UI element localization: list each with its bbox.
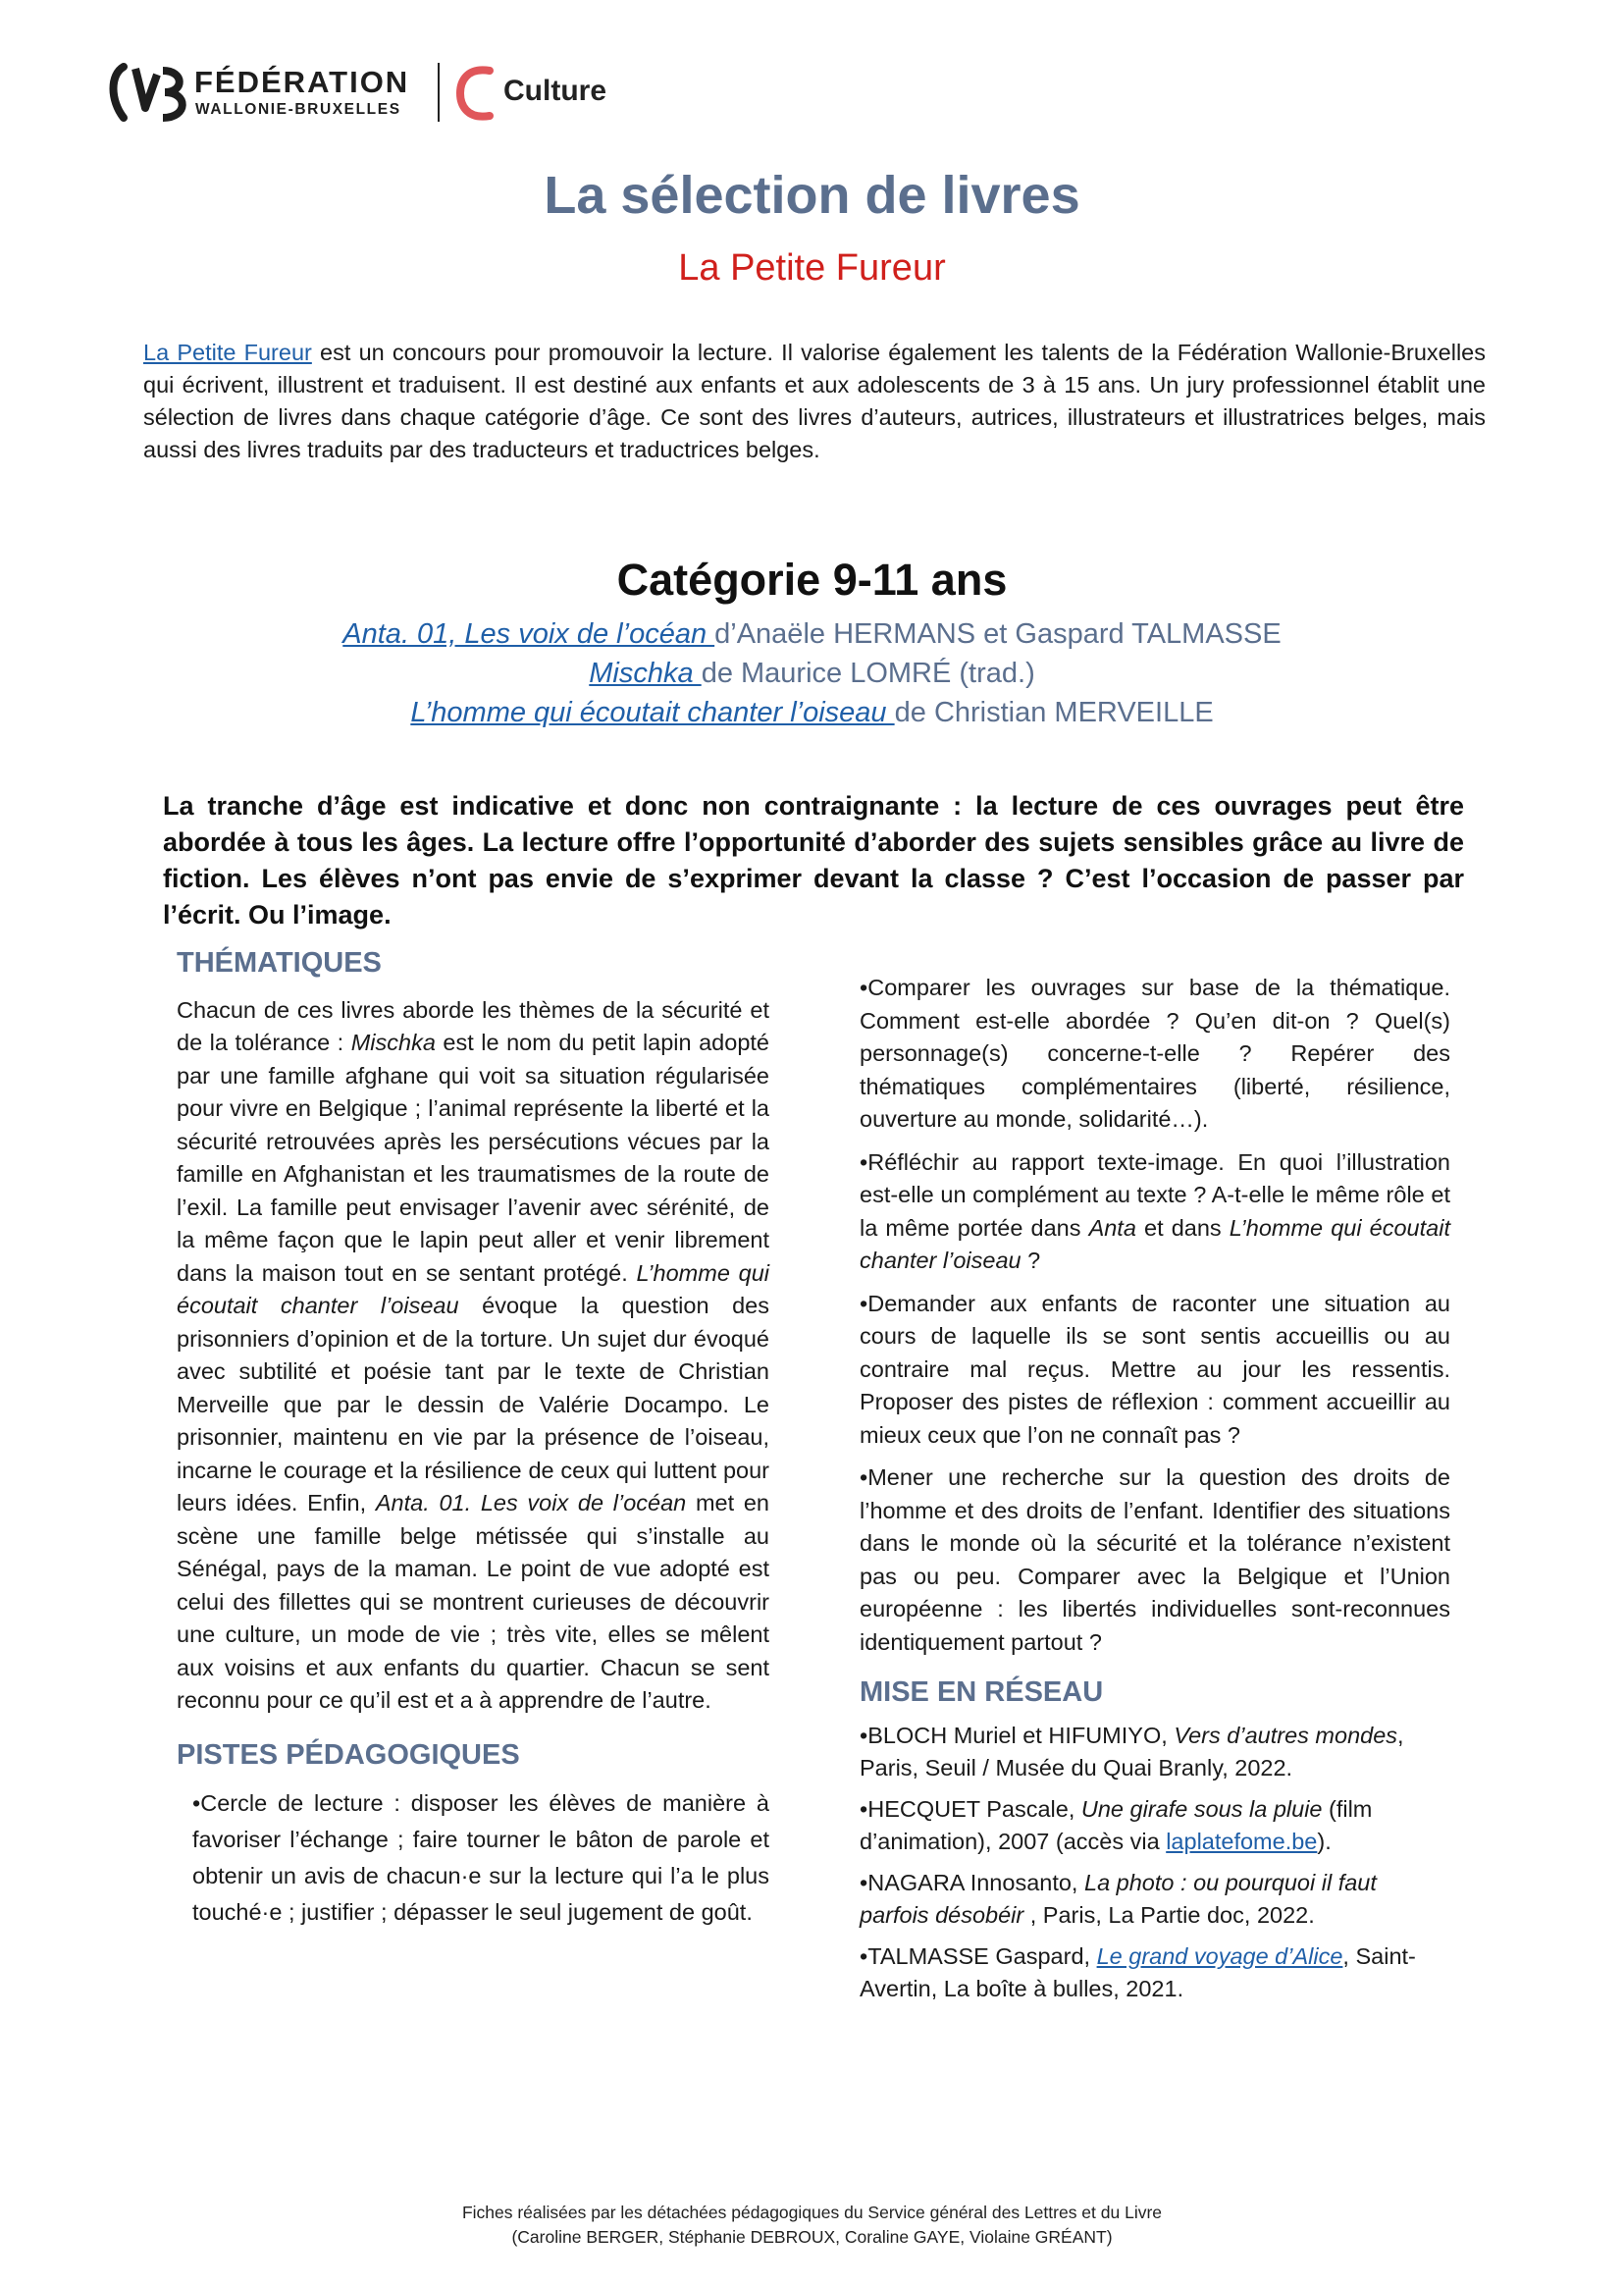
- left-column: [177, 947, 770, 1931]
- text-run: , Paris, La Partie doc, 2022.: [1023, 1902, 1315, 1928]
- book-title-em: L’homme qui écoutait chanter l’oiseau: [860, 1214, 1450, 1273]
- book-author: de Christian MERVEILLE: [894, 697, 1214, 728]
- reseau-item: [860, 1940, 1450, 2006]
- book-title-em: Anta: [1088, 1214, 1136, 1241]
- book-title-link[interactable]: Anta. 01, Les voix de l’océan: [342, 618, 715, 650]
- pistes-bullet: •Mener une recherche sur la question des droits de l’homme et des droits de l’enfant. Identifier des situations dans le monde où la sécurité et la tolérance n’existent pas ou peu. Comparer avec la Belgique et l’Union européenne : les libertés individuelles sont-reconnues identiquement partout ?: [860, 1464, 1450, 1655]
- text-run: est le nom du petit lapin adopté par une famille afghane qui voit sa situation régularisée pour vivre en Belgique ; l’animal représente la liberté et la sécurité retrouvées après les persécutions vécues par la famille en Afghanistan et les traumatismes de la route de l’exil. La famille peut envisager l’avenir avec sérénité, de la même façon que le lapin peut aller et venir librement dans la maison tout en se sentant protégé.: [177, 1030, 769, 1286]
- book-title-em: Vers d’autres mondes: [1174, 1722, 1398, 1748]
- thematiques-paragraph: [177, 994, 769, 1718]
- text-run: , Saint-Avertin, La boîte à bulles, 2021.: [860, 1942, 1416, 2001]
- book-title-em: Anta. 01. Les voix de l’océan: [375, 1490, 687, 1515]
- intro-paragraph: [143, 337, 1486, 466]
- text-run: Chacun de ces livres aborde les thèmes de la sécurité et de la tolérance :: [177, 996, 769, 1055]
- book-title-link[interactable]: L’homme qui écoutait chanter l’oiseau: [410, 697, 895, 728]
- pistes-bullet: •Comparer les ouvrages sur base de la thématique. Comment est-elle abordée ? Qu’en dit-on ? Quel(s) personnage(s) concerne-t-elle ? Repérer des thématiques complémentaires (liberté, résilience, ouverture au monde, solidarité…).: [860, 975, 1450, 1132]
- culture-logo-icon: [456, 63, 496, 124]
- book-title-em: Mischka: [350, 1030, 436, 1055]
- page-title: La sélection de livres: [544, 166, 1080, 225]
- laplateforme-link[interactable]: laplatefome.be: [1166, 1829, 1318, 1854]
- pistes-bullet: [860, 1146, 1450, 1278]
- text-run: •Réfléchir au rapport texte-image. En quoi l’illustration est-elle un complément au texte ? A-t-elle le même rôle et la même portée dans: [860, 1148, 1450, 1241]
- book-author: d’Anaële HERMANS et Gaspard TALMASSE: [714, 618, 1282, 650]
- book-title-em: La photo : ou pourquoi il faut parfois désobéir: [860, 1869, 1377, 1928]
- intro-text: est un concours pour promouvoir la lecture. Il valorise également les talents de la Fédération Wallonie-Bruxelles qui écrivent, illustrent et traduisent. Il est destiné aux enfants et aux adolescents de 3 à 15 ans. Un jury professionnel établit une sélection de livres dans chaque catégorie d’âge. Ce sont des livres d’auteurs, autrices, illustrateurs et illustratrices belges, mais aussi des livres traduits par des traducteurs et traductrices belges.: [143, 340, 1486, 462]
- text-run: ?: [1021, 1248, 1041, 1273]
- grand-voyage-link[interactable]: Le grand voyage d’Alice: [1096, 1942, 1343, 1969]
- text-run: •HECQUET Pascale,: [860, 1795, 1081, 1822]
- reseau-item: [860, 1867, 1450, 1933]
- logo-divider: [438, 63, 440, 122]
- book-title-link[interactable]: Mischka: [589, 658, 702, 689]
- book-author: de Maurice LOMRÉ (trad.): [701, 658, 1035, 689]
- text-run: •BLOCH Muriel et HIFUMIYO,: [860, 1722, 1175, 1748]
- culture-label: Culture: [503, 75, 606, 107]
- org-subtitle: WALLONIE-BRUXELLES: [195, 101, 401, 118]
- footer-line: (Caroline BERGER, Stéphanie DEBROUX, Coraline GAYE, Violaine GRÉANT): [511, 2227, 1113, 2247]
- text-run: •NAGARA Innosanto,: [860, 1869, 1084, 1895]
- age-note: La tranche d’âge est indicative et donc non contraignante : la lecture de ces ouvrages peut être abordée à tous les âges. La lecture offre l’opportunité d’aborder des sujets sensibles grâce au livre de fiction. Les élèves n’ont pas envie de s’exprimer devant la classe ? C’est l’occasion de passer par l’écrit. Ou l’image.: [163, 791, 1464, 930]
- book-list: [0, 614, 1624, 732]
- text-run: et dans: [1135, 1214, 1230, 1241]
- right-column: [860, 972, 1450, 2014]
- book-item: [0, 654, 1624, 693]
- book-item: [0, 614, 1624, 654]
- book-title-em: Une girafe sous la pluie: [1080, 1795, 1323, 1822]
- org-title: FÉDÉRATION: [194, 65, 410, 99]
- page-subtitle: La Petite Fureur: [678, 247, 946, 289]
- text-run: évoque la question des prisonniers d’opinion et de la torture. Un sujet dur évoqué avec subtilité et poésie tant par le texte de Christian Merveille que par le dessin de Valérie Docampo. Le prisonnier, maintenu en vie par la présence de l’oiseau, incarne le courage et la résilience de ceux qui luttent pour leurs idées. Enfin,: [177, 1293, 769, 1515]
- text-run: met en scène une famille belge métissée qui s’installe au Sénégal, pays de la maman. Le point de vue adopté est celui des fillettes qui se montrent curieuses de découvrir une culture, un mode de vie ; très vite, elles se mêlent aux voisins et aux enfants du quartier. Chacun se sent reconnu pour ce qu’il est et a à apprendre de l’autre.: [177, 1490, 769, 1713]
- text-run: •TALMASSE Gaspard,: [860, 1942, 1097, 1969]
- reseau-item: [860, 1720, 1450, 1785]
- pistes-item: •Cercle de lecture : disposer les élèves de manière à favoriser l’échange ; faire tourner le bâton de parole et obtenir un avis de chacun·e sur la lecture qui l’a le plus touché·e ; justifier ; dépasser le seul jugement de goût.: [192, 1790, 769, 1925]
- footer: [0, 2201, 1624, 2250]
- text-run: (film d’animation), 2007 (accès via: [860, 1795, 1373, 1854]
- text-run: ).: [1317, 1829, 1332, 1854]
- pistes-bullet: •Demander aux enfants de raconter une situation au cours de laquelle ils se sont sentis accueillis ou au contraire mal reçus. Mettre au jour les ressentis. Proposer des pistes de réflexion : comment accueillir au mieux ceux que l’on ne connaît pas ?: [860, 1290, 1450, 1448]
- reseau-heading: MISE EN RÉSEAU: [860, 1676, 1104, 1708]
- thematiques-heading: THÉMATIQUES: [177, 947, 382, 979]
- intro-link[interactable]: La Petite Fureur: [143, 340, 312, 365]
- fwb-logo-icon: [106, 61, 194, 126]
- book-item: [0, 693, 1624, 732]
- book-title-em: L’homme qui écoutait chanter l’oiseau: [177, 1259, 770, 1318]
- pistes-heading: PISTES PÉDAGOGIQUES: [177, 1738, 520, 1771]
- text-run: , Paris, Seuil / Musée du Quai Branly, 2022.: [860, 1722, 1404, 1780]
- reseau-item: [860, 1793, 1450, 1859]
- footer-line: Fiches réalisées par les détachées pédagogiques du Service général des Lettres et du Livre: [461, 2203, 1163, 2222]
- category-title: Catégorie 9-11 ans: [616, 555, 1008, 605]
